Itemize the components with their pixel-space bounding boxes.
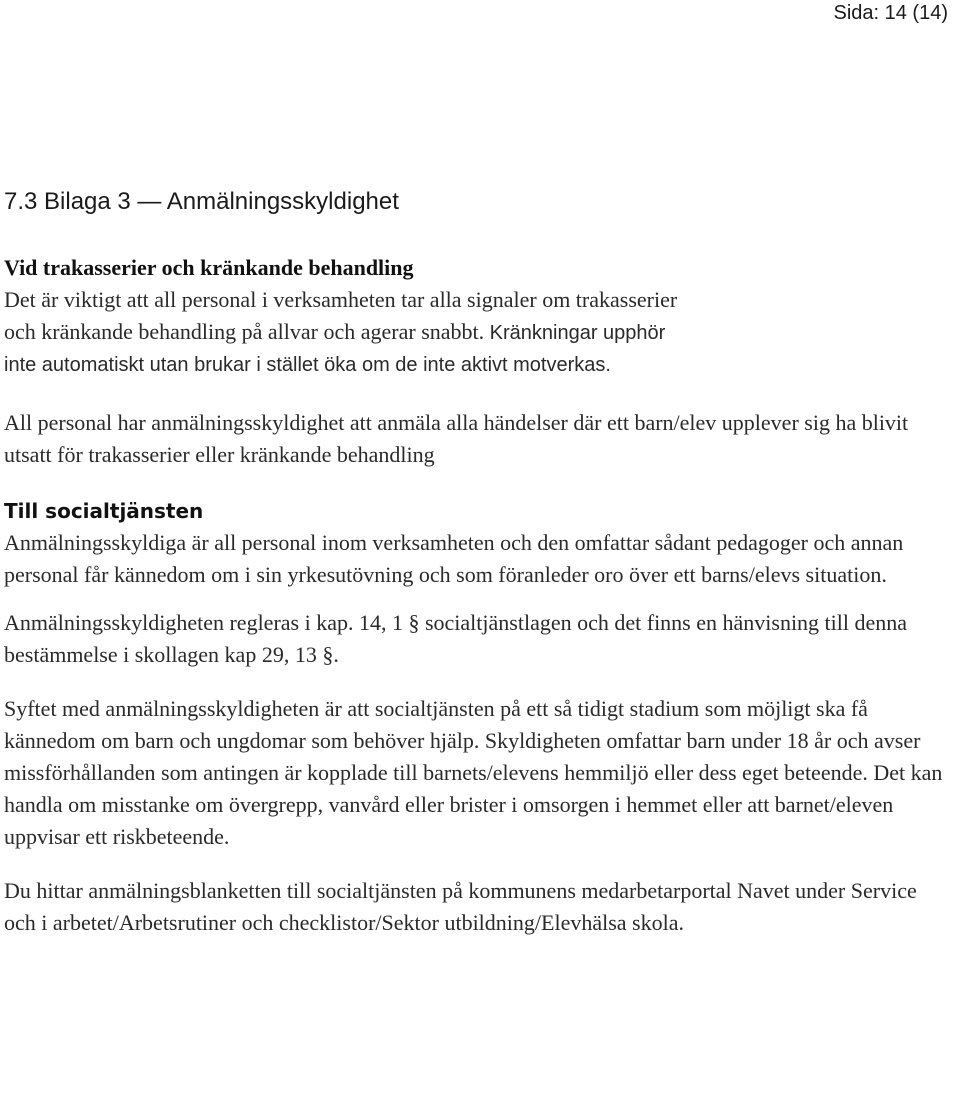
heading-trakasserier: Vid trakasserier och kränkande behandling [4,255,414,280]
spacer [4,591,944,607]
paragraph-regleras: Anmälningsskyldigheten regleras i kap. 14, 1 § socialtjänstlagen och det finns en hänvisning till denna bestämmelse i skollagen kap 29, 13 §. [4,610,908,667]
paragraph-syftet: Syftet med anmälningsskyldigheten är att socialtjänsten på ett så tidigt stadium som möjligt ska få kännedom om barn och ungdomar som behöver hjälp. Skyldigheten omfattar barn under 18 år och avser missförhållanden som antingen är kopplade till barnets/elevens hemmiljö eller dess eget beteende. Det kan handla om misstanke om övergrepp, vanvård eller brister i omsorgen i hemmet eller att barnet/eleven uppvisar ett riskbeteende. [4,696,943,849]
paragraph-intro-line-3: inte automatiskt utan brukar i stället öka om de inte aktivt motverkas. [4,354,611,376]
document-body [4,252,944,939]
spacer [4,471,944,495]
section-title: 7.3 Bilaga 3 — Anmälningsskyldighet [4,188,399,215]
spacer [4,853,944,875]
spacer [4,671,944,693]
page-number: Sida: 14 (14) [833,2,948,24]
heading-socialtjansten: Till socialtjänsten [4,499,204,523]
paragraph-anmalningsskyldighet: All personal har anmälningsskyldighet att anmäla alla händelser där ett barn/elev upplever sig ha blivit utsatt för trakasserier eller kränkande behandling [4,410,909,467]
intro-line-2-sans: Kränkningar upphör [489,322,666,344]
paragraph-blankett: Du hittar anmälningsblanketten till socialtjänsten på kommunens medarbetarportal Navet under Service och i arbetet/Arbetsrutiner och checklistor/Sektor utbildning/Elevhälsa skola. [4,878,917,935]
paragraph-intro-line-1: Det är viktigt att all personal i verksamheten tar alla signaler om trakasserier [4,287,678,312]
spacer [4,381,944,407]
paragraph-anmalningsskyldiga: Anmälningsskyldiga är all personal inom verksamheten och den omfattar sådant pedagoger och annan personal får kännedom om i sin yrkesutövning och som föranleder oro över ett barns/elevs situation. [4,530,904,587]
paragraph-intro-line-2 [4,316,944,349]
intro-line-2-serif: och kränkande behandling på allvar och agerar snabbt. [4,319,485,344]
